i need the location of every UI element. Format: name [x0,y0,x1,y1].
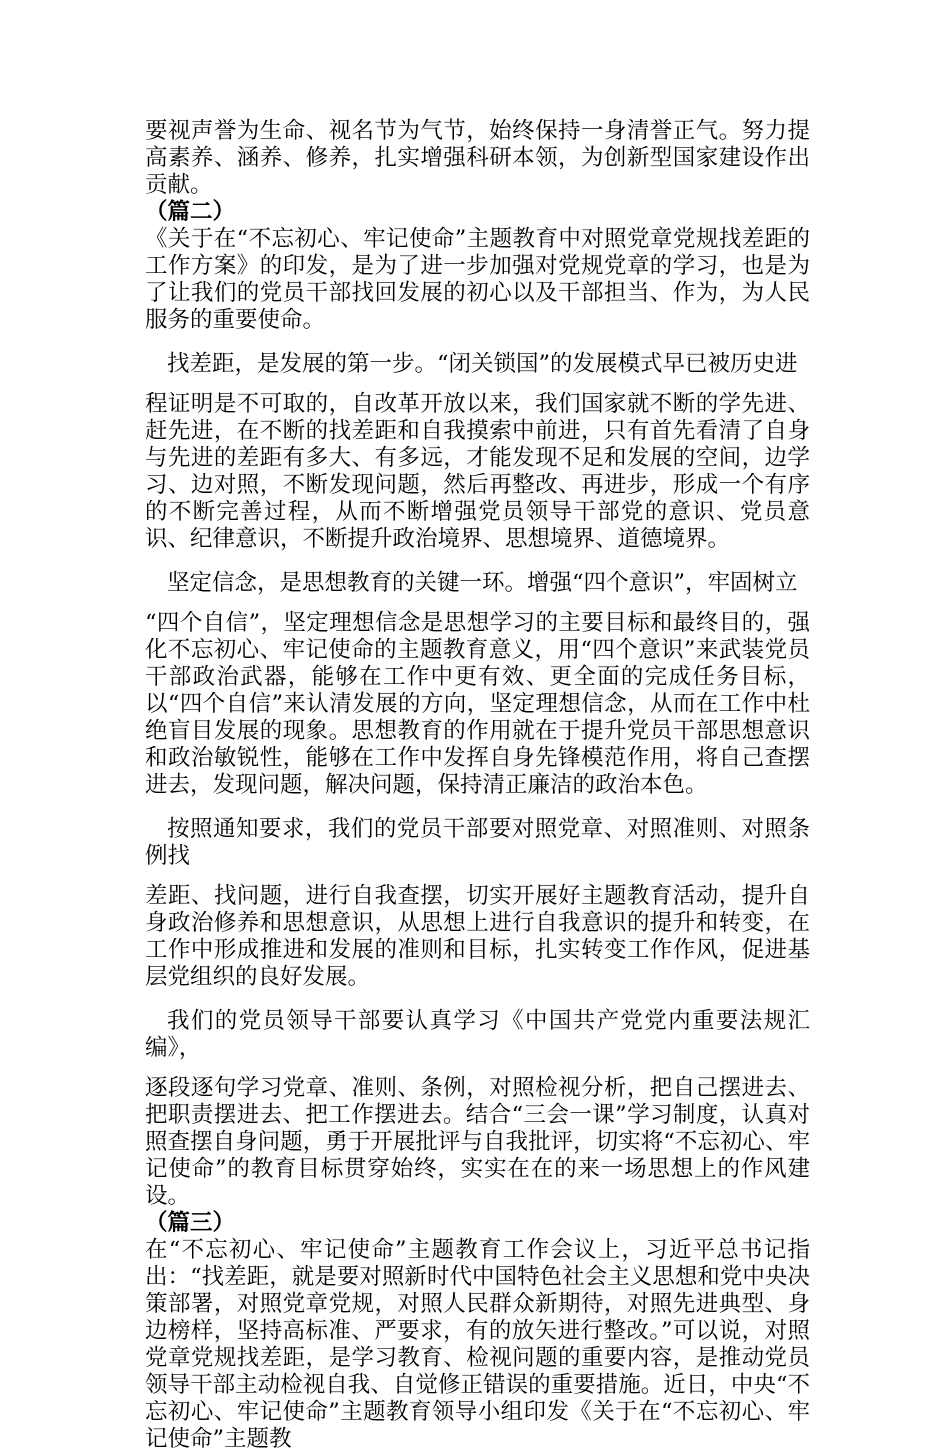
section-2-heading: （篇二） [145,199,236,225]
section-2-paragraph-5-body: 逐段逐句学习党章、准则、条例，对照检视分析，把自己摆进去、把职责摆进去、把工作摆进去。结合“三会一课”学习制度，认真对照查摆自身问题，勇于开展批评与自我批评，切实将“不忘初心、牢记使命”的教育目标贯穿始终，实实在在的来一场思想上的作风建设。 [145,1075,810,1209]
section-3-heading: （篇三） [145,1210,236,1236]
section-2-paragraph-3-first-line: 坚定信念，是思想教育的关键一环。增强“四个意识”，牢固树立 [167,570,798,596]
section-2-paragraph-4-body: 差距、找问题，进行自我查摆，切实开展好主题教育活动，提升自身政治修养和思想意识，从思想上进行自我意识的提升和转变，在工作中形成推进和发展的准则和目标，扎实转变工作作风，促进基层党组织的良好发展。 [145,883,810,990]
section-2-paragraph-4-first-line: 按照通知要求，我们的党员干部要对照党章、对照准则、对照条例找 [145,816,810,869]
section-3-paragraph-1: 在“不忘初心、牢记使命”主题教育工作会议上，习近平总书记指出：“找差距，就是要对照新时代中国特色社会主义思想和党中央决策部署，对照党章党规，对照人民群众新期待，对照先进典型、身边榜样，坚持高标准、严要求，有的放矢进行整改。”可以说，对照党章党规找差距，是学习教育、检视问题的重要内容，是推动党员领导干部主动检视自我、自觉修正错误的重要措施。近日，中央“不忘初心、牢记使命”主题教育领导小组印发《关于在“不忘初心、牢记使命”主题教 [145,1237,810,1452]
section-2-paragraph-3-body: “四个自信”，坚定理想信念是思想学习的主要目标和最终目的，强化不忘初心、牢记使命的主题教育意义，用“四个意识”来武装党员干部政治武器，能够在工作中更有效、更全面的完成任务目标，以“四个自信”来认清发展的方向，坚定理想信念，从而在工作中杜绝盲目发展的现象。思想教育的作用就在于提升党员干部思想意识和政治敏锐性，能够在工作中发挥自身先锋模范作用，将自己查摆进去，发现问题，解决问题，保持清正廉洁的政治本色。 [145,610,810,798]
document-page [145,118,810,1453]
section-2-paragraph-1: 《关于在“不忘初心、牢记使命”主题教育中对照党章党规找差距的工作方案》的印发，是为了进一步加强对党规党章的学习，也是为了让我们的党员干部找回发展的初心以及干部担当、作为，为人民服务的重要使命。 [145,226,810,333]
section-2-paragraph-2-body: 程证明是不可取的，自改革开放以来，我们国家就不断的学先进、赶先进，在不断的找差距和自我摸索中前进，只有首先看清了自身与先进的差距有多大、有多远，才能发现不足和发展的空间，边学习、边对照，不断发现问题，然后再整改、再进步，形成一个有序的不断完善过程，从而不断增强党员领导干部党的意识、党员意识、纪律意识，不断提升政治境界、思想境界、道德境界。 [145,391,810,552]
section-2-paragraph-5-first-line: 我们的党员领导干部要认真学习《中国共产党党内重要法规汇编》， [145,1008,810,1061]
section-2-paragraph-2-first-line: 找差距，是发展的第一步。“闭关锁国”的发展模式早已被历史进 [167,351,798,377]
intro-paragraph: 要视声誉为生命、视名节为气节，始终保持一身清誉正气。努力提高素养、涵养、修养，扎实增强科研本领，为创新型国家建设作出贡献。 [145,118,810,198]
